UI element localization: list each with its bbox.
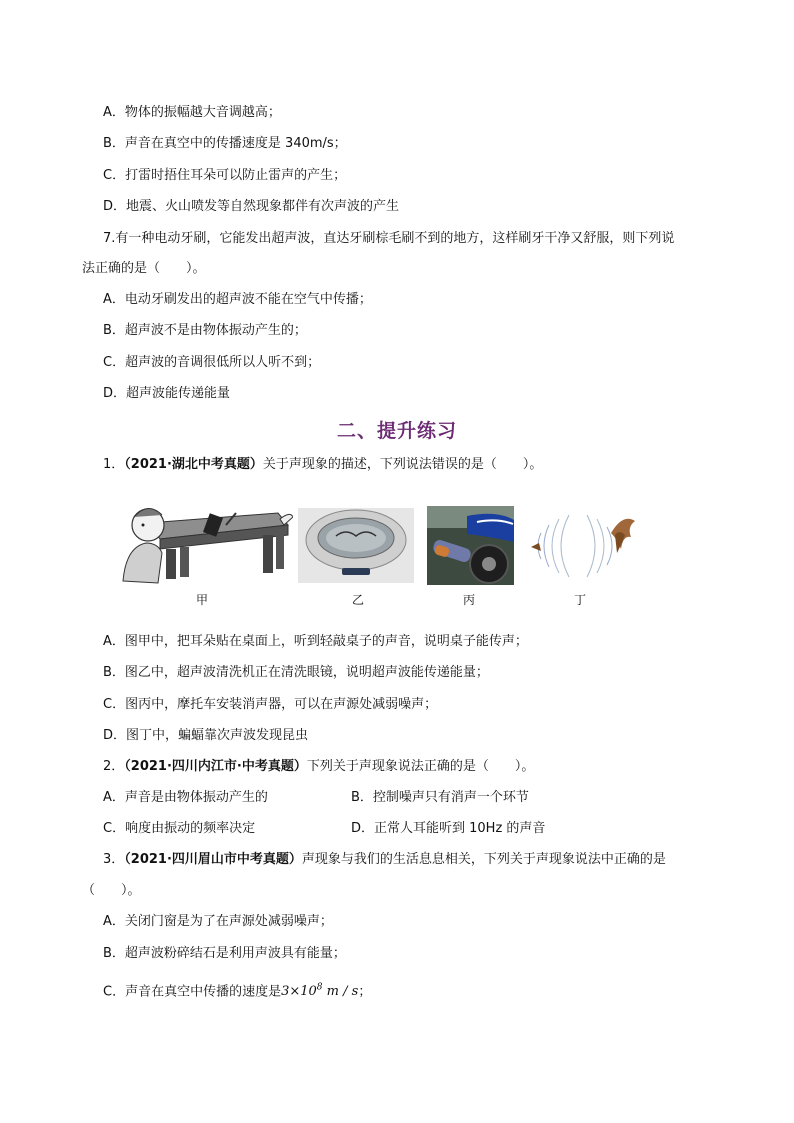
q2-option-d: D．正常人耳能听到 10Hz 的声音 — [351, 821, 546, 836]
q3-option-b: B．超声波粉碎结石是利用声波具有能量； — [103, 946, 346, 961]
speed-of-light-formula — [281, 984, 358, 999]
q3-stem-line1 — [103, 850, 666, 870]
q2-option-c: C．响度由振动的频率决定 — [103, 821, 256, 836]
q1-source: （2021·湖北中考真题） — [124, 457, 263, 472]
q6-option-c: C．打雷时捂住耳朵可以防止雷声的产生； — [103, 168, 347, 183]
q2-stem — [103, 757, 534, 777]
formula-base: 3×10 — [281, 984, 317, 1000]
q1-option-c: C．图丙中，摩托车安装消声器，可以在声源处减弱噪声； — [103, 697, 438, 712]
q3-option-c-suffix: ； — [358, 984, 372, 1000]
figure-caption-ding: 丁 — [573, 593, 586, 607]
q7-option-a: A．电动牙刷发出的超声波不能在空气中传播； — [103, 292, 372, 307]
figure-ding-bat-echolocation — [527, 509, 639, 583]
q1-stem — [103, 455, 542, 475]
figure-jia-table-illustration — [118, 503, 293, 585]
q7-option-b: B．超声波不是由物体振动产生的； — [103, 323, 307, 338]
q3-option-c-prefix: C．声音在真空中传播的速度是 — [103, 984, 282, 1000]
q2-option-a: A．声音是由物体振动产生的 — [103, 790, 268, 805]
section-title: 二、提升练习 — [336, 420, 457, 442]
q2-option-b: B．控制噪声只有消声一个环节 — [351, 790, 529, 805]
q7-option-c: C．超声波的音调很低所以人听不到； — [103, 355, 321, 370]
figure-caption-yi: 乙 — [351, 593, 364, 607]
formula-exponent: 8 — [316, 983, 323, 993]
figure-bing-motorcycle-muffler — [427, 506, 514, 585]
formula-unit: m / s — [326, 984, 359, 1000]
q2-stem-text: 下列关于声现象说法正确的是（ ）。 — [306, 759, 535, 774]
q3-option-c — [103, 978, 371, 1002]
q7-stem-line1: 7.有一种电动牙刷，它能发出超声波，直达牙刷棕毛刷不到的地方，这样刷牙干净又舒服，则下列说 — [103, 231, 675, 246]
q1-option-d: D．图丁中，蝙蝠靠次声波发现昆虫 — [103, 728, 309, 743]
q1-option-b: B．图乙中，超声波清洗机正在清洗眼镜，说明超声波能传递能量； — [103, 665, 489, 680]
figure-caption-bing: 丙 — [462, 593, 475, 607]
figure-yi-ultrasonic-cleaner — [298, 508, 414, 583]
q2-source: （2021·四川内江市·中考真题） — [124, 759, 307, 774]
q3-option-a: A．关闭门窗是为了在声源处减弱噪声； — [103, 914, 333, 929]
q6-option-d: D．地震、火山喷发等自然现象都伴有次声波的产生 — [103, 199, 400, 214]
q1-stem-text: 关于声现象的描述，下列说法错误的是（ ）。 — [262, 457, 543, 472]
q6-option-b: B．声音在真空中的传播速度是 340m/s； — [103, 136, 347, 151]
figure-caption-jia: 甲 — [195, 593, 208, 607]
q6-option-a: A．物体的振幅越大音调越高； — [103, 105, 281, 120]
q3-stem-line2: （ ）。 — [82, 883, 141, 898]
q1-number: 1． — [103, 457, 125, 472]
q7-option-d: D．超声波能传递能量 — [103, 386, 231, 401]
q3-stem-text: 声现象与我们的生活息息相关，下列关于声现象说法中正确的是 — [301, 852, 666, 867]
q1-option-a: A．图甲中，把耳朵贴在桌面上，听到轻敲桌子的声音，说明桌子能传声； — [103, 634, 528, 649]
q2-number: 2． — [103, 759, 125, 774]
q3-source: （2021·四川眉山市中考真题） — [124, 852, 302, 867]
q7-stem-line2: 法正确的是（ ）。 — [82, 261, 206, 276]
q3-number: 3． — [103, 852, 125, 867]
